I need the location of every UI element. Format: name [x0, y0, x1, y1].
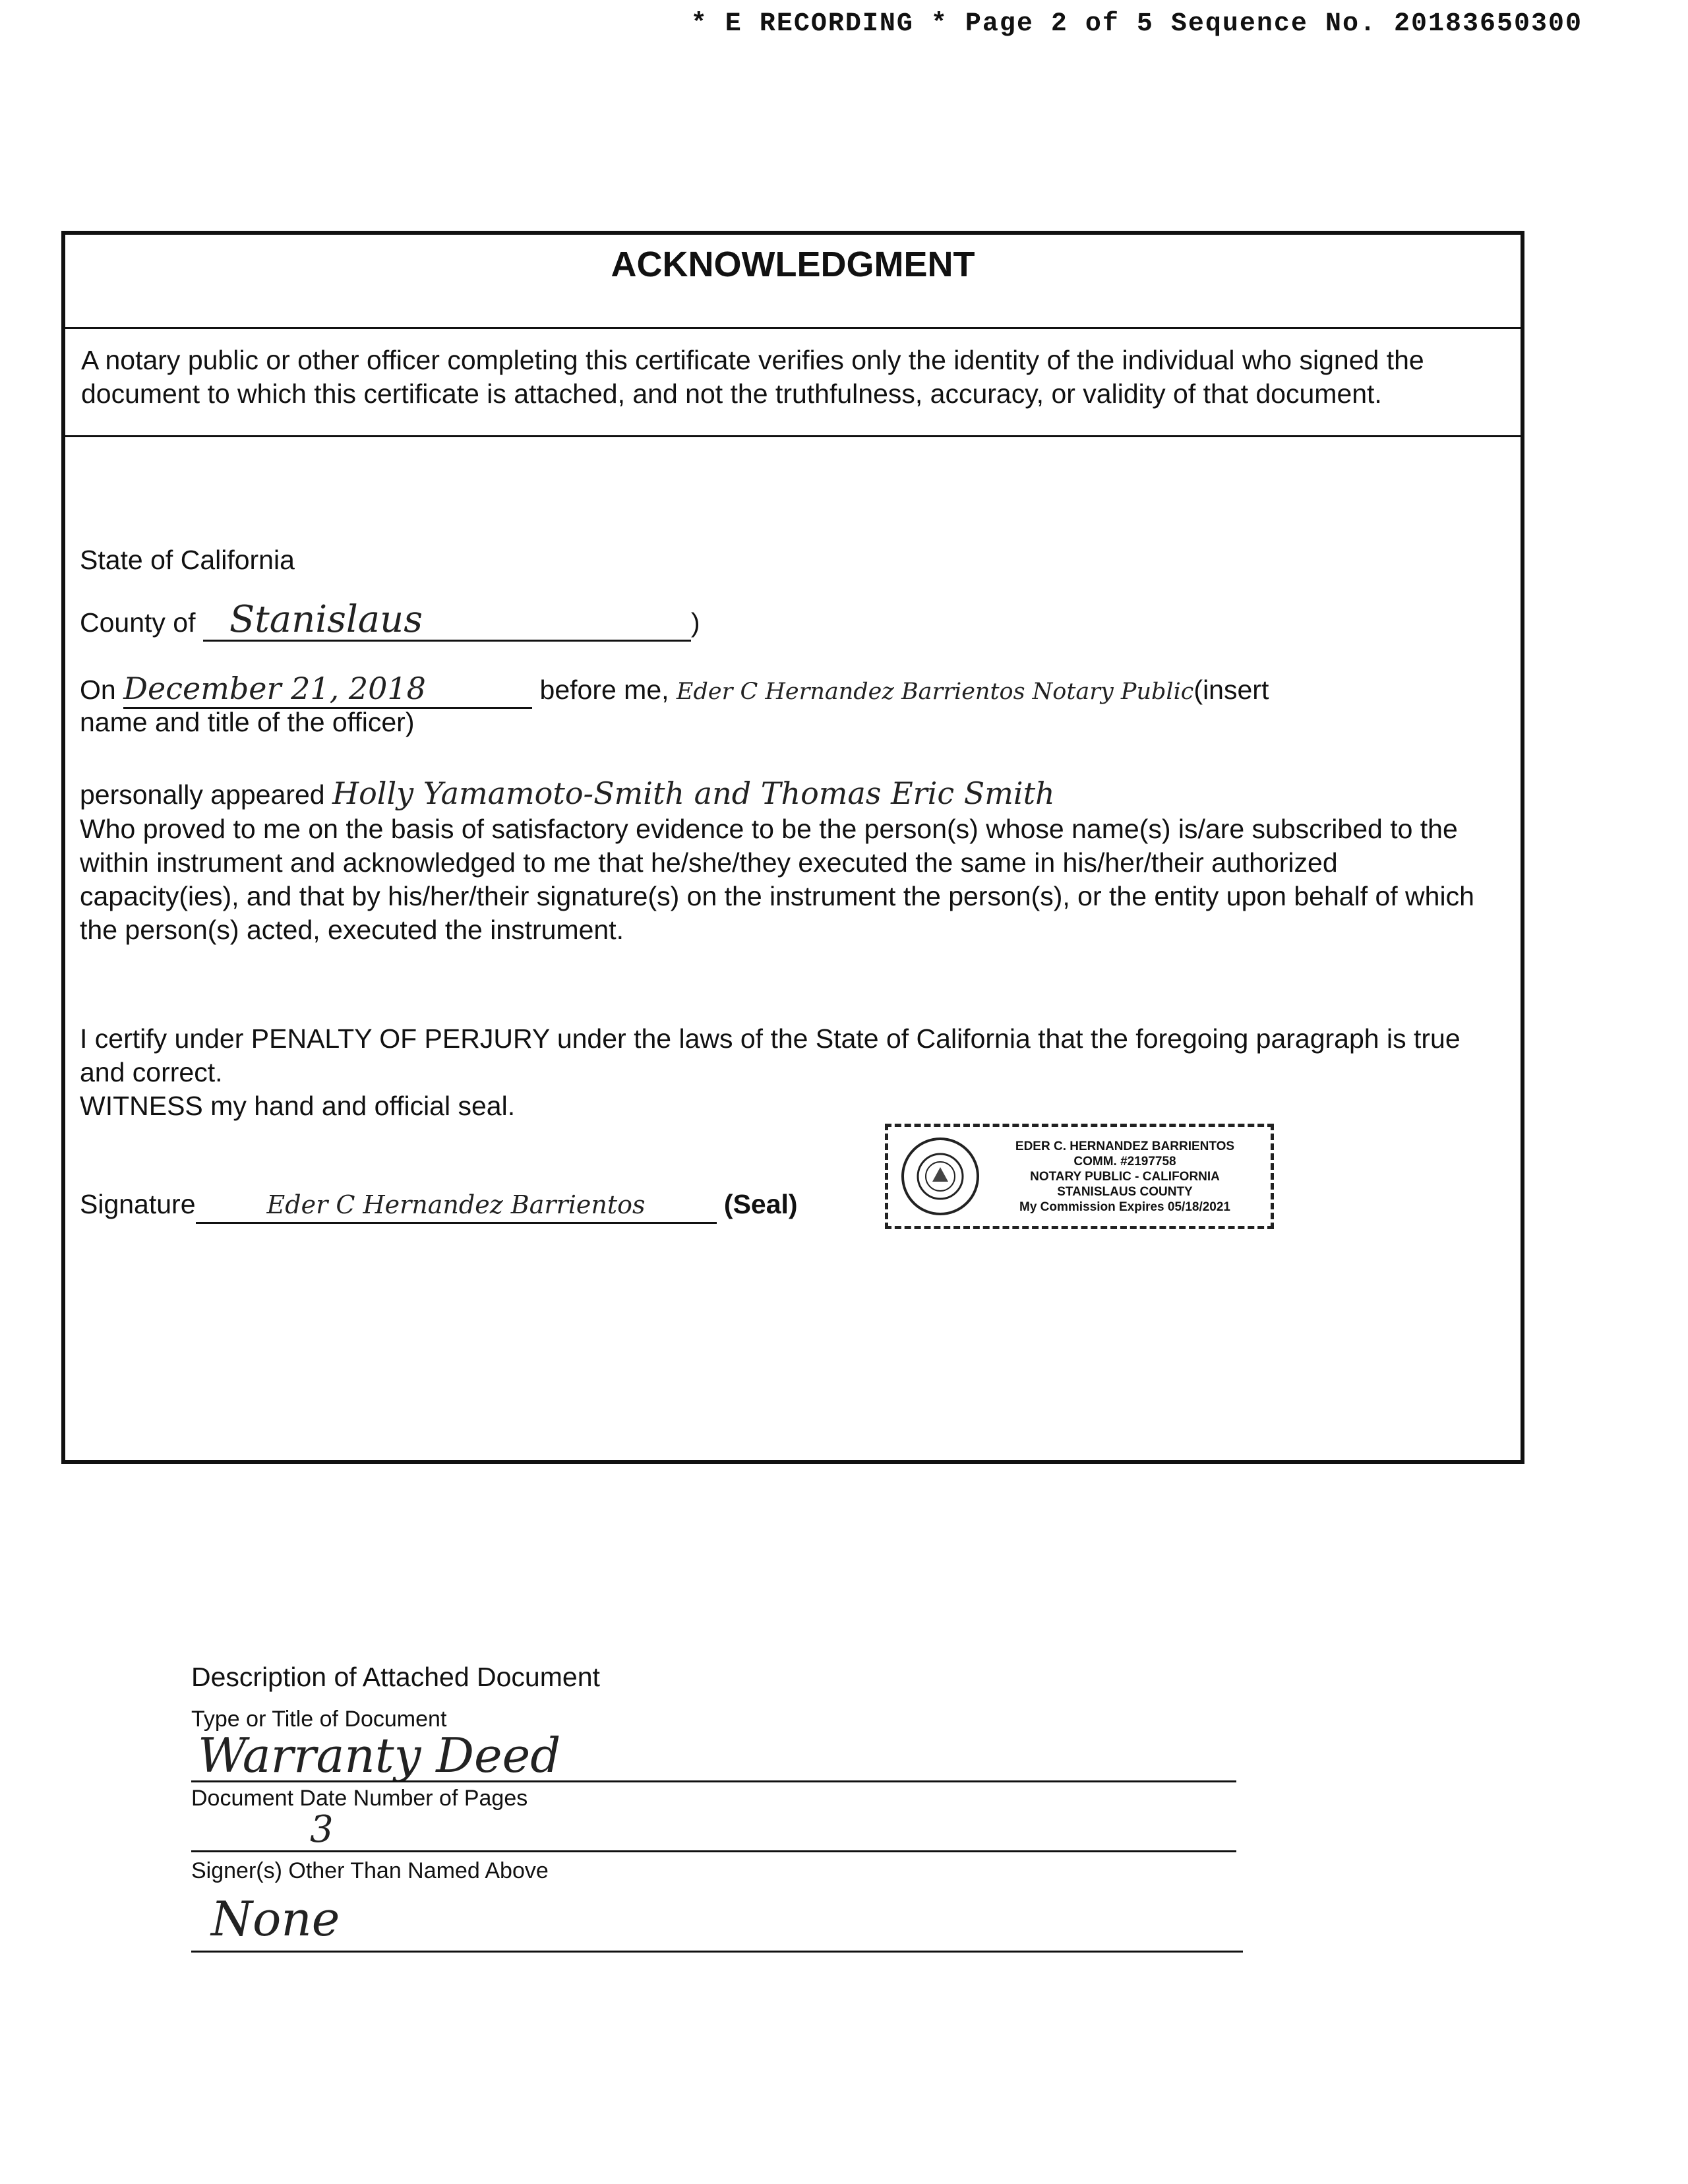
- before-me-label: before me,: [539, 675, 669, 705]
- recording-header: * E RECORDING * Page 2 of 5 Sequence No. 20183650300: [690, 9, 1582, 39]
- seal-name: EDER C. HERNANDEZ BARRIENTOS: [1015, 1139, 1235, 1153]
- type-value: Warranty Deed: [198, 1728, 561, 1783]
- seal-county: STANISLAUS COUNTY: [1057, 1184, 1193, 1199]
- county-value: Stanislaus: [229, 598, 423, 641]
- signers-value: None: [211, 1891, 340, 1947]
- county-field: [203, 598, 691, 642]
- notary-signature: Eder C Hernandez Barrientos: [266, 1190, 646, 1219]
- on-label: On: [80, 675, 116, 705]
- form-title: ACKNOWLEDGMENT: [65, 235, 1521, 329]
- pages-value: 3: [310, 1808, 334, 1851]
- date-pages-label: Document Date Number of Pages: [191, 1786, 528, 1811]
- date-value: December 21, 2018: [123, 671, 426, 706]
- signature-line: [196, 1188, 717, 1224]
- seal-text: [979, 1139, 1271, 1215]
- certify-paragraph: I certify under PENALTY OF PERJURY under the laws of the State of California that the foregoing paragraph is true and correct.: [80, 1023, 1461, 1087]
- signature-label: Signature: [80, 1189, 196, 1219]
- date-pages-line: [191, 1850, 1236, 1852]
- seal-expires: My Commission Expires 05/18/2021: [1019, 1199, 1230, 1214]
- appeared-value: Holly Yamamoto-Smith and Thomas Eric Smith: [332, 775, 1055, 811]
- county-label: County of: [80, 607, 196, 638]
- county-close: ): [690, 607, 700, 638]
- appeared-label: personally appeared: [80, 779, 325, 810]
- signers-line: [191, 1951, 1243, 1953]
- officer-value: Eder C Hernandez Barrientos Notary Public: [676, 679, 1194, 705]
- state-line: State of California: [80, 545, 295, 575]
- acknowledgment-form: [61, 231, 1524, 1464]
- seal-commission: COMM. #2197758: [1073, 1154, 1176, 1168]
- seal-label: (Seal): [723, 1189, 798, 1219]
- seal-title: NOTARY PUBLIC - CALIFORNIA: [1030, 1169, 1220, 1184]
- type-line: [191, 1780, 1236, 1782]
- state-seal-icon: [901, 1138, 979, 1215]
- signature-row: [80, 1188, 798, 1224]
- type-label: Type or Title of Document: [191, 1707, 447, 1732]
- date-field: [123, 672, 532, 709]
- appeared-row: [80, 777, 1055, 812]
- signers-label: Signer(s) Other Than Named Above: [191, 1858, 549, 1883]
- insert-label: (insert: [1193, 675, 1269, 705]
- date-row: [80, 672, 1269, 709]
- proof-paragraph: Who proved to me on the basis of satisfactory evidence to be the person(s) whose name(s) is/are subscribed to the within instrument and acknowledged to me that he/she/they executed the same in his/her/their authorized capacity(ies), and that by his/her/their signature(s) on the instrument the person(s), or the entity upon behalf of which the person(s) acted, executed the instrument.: [80, 814, 1474, 945]
- notary-notice: A notary public or other officer completing this certificate verifies only the identity of the individual who signed the document to which this certificate is attached, and not the truthfulness, accuracy, or validity of that document.: [65, 329, 1521, 437]
- county-row: [80, 598, 700, 642]
- witness-line: WITNESS my hand and official seal.: [80, 1091, 516, 1121]
- notary-seal-stamp: [885, 1124, 1274, 1229]
- name-title-label: name and title of the officer): [80, 707, 415, 737]
- attached-document-heading: Description of Attached Document: [191, 1662, 600, 1692]
